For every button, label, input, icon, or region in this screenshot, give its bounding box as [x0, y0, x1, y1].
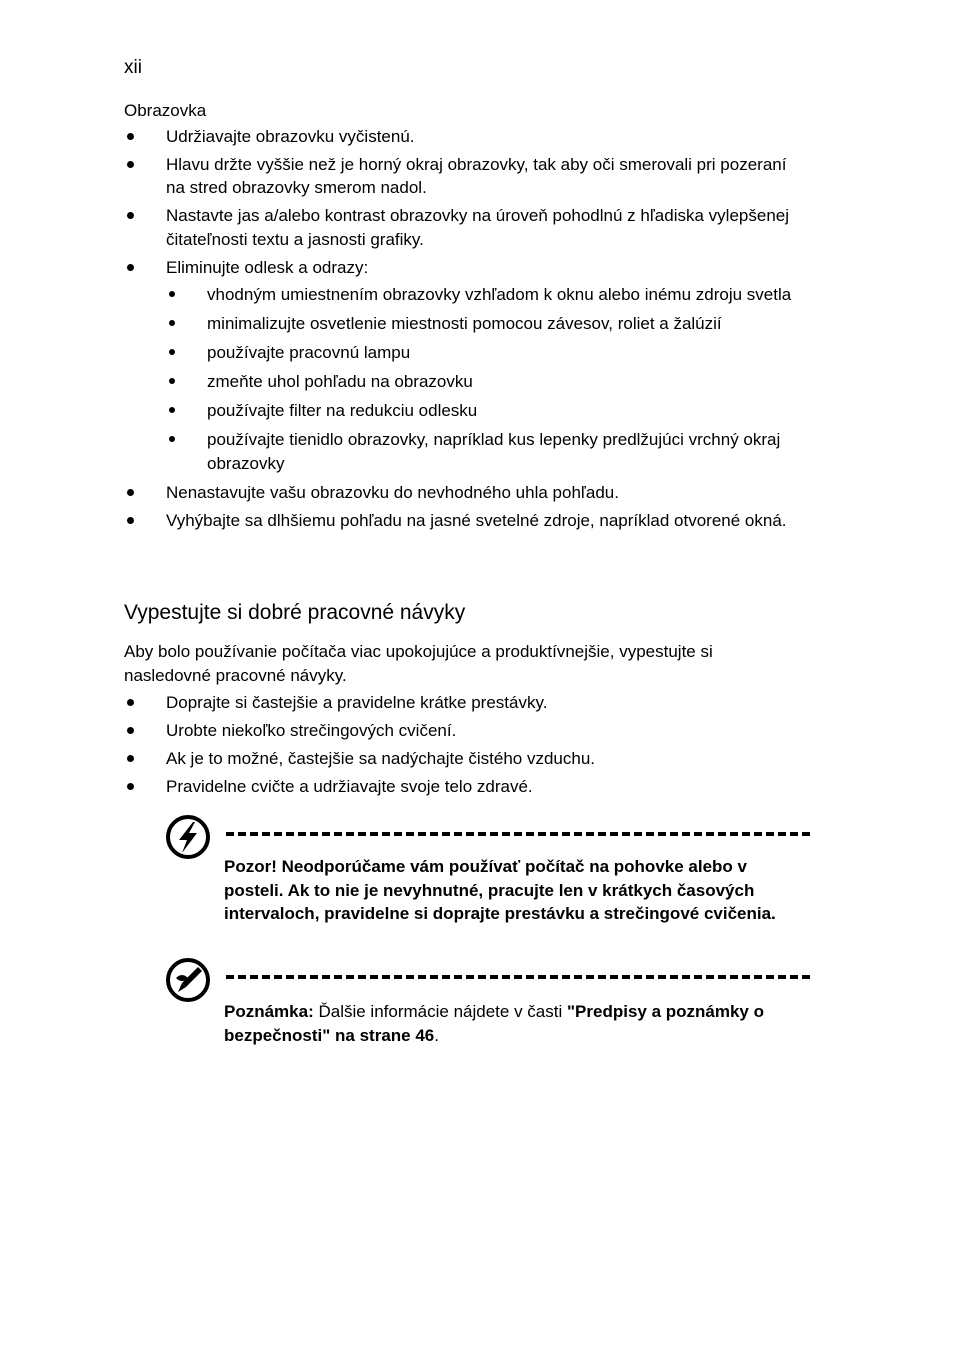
list-item: Udržiavajte obrazovku vyčistenú. — [124, 125, 804, 149]
list-item: Ak je to možné, častejšie sa nadýchajte čistého vzduchu. — [124, 747, 804, 771]
note-divider — [226, 975, 810, 979]
list-item: Urobte niekoľko strečingových cvičení. — [124, 719, 804, 743]
warning-text: Pozor! Neodporúčame vám používať počítač na pohovke alebo v posteli. Ak to nie je nevyhnutné, pracujte len v krátkych časových intervaloch, pravidelne si doprajte prestávku a strečingové cvičenia. — [224, 857, 776, 923]
list-item: Nastavte jas a/alebo kontrast obrazovky na úroveň pohodlnú z hľadiska vylepšenej čitateľnosti textu a jasnosti grafiky. — [124, 204, 804, 251]
screen-section — [124, 99, 804, 537]
warning-bolt-icon — [164, 813, 212, 861]
list-item: Pravidelne cvičte a udržiavajte svoje telo zdravé. — [124, 775, 804, 799]
note-text: Poznámka: Ďalšie informácie nájdete v časti "Predpisy a poznámky o bezpečnosti" na strane 46. — [224, 1002, 764, 1045]
list-item: Doprajte si častejšie a pravidelne krátke prestávky. — [124, 691, 804, 715]
list-item: Vyhýbajte sa dlhšiemu pohľadu na jasné svetelné zdroje, napríklad otvorené okná. — [124, 509, 804, 533]
glare-sublist — [166, 283, 804, 475]
list-item: Eliminujte odlesk a odrazy: vhodným umiestnením obrazovky vzhľadom k oknu alebo inému zdroju svetla minimalizujte osvetlenie miestnosti pomocou závesov, roliet a žalúzií používajte pracovnú lampu zmeňte uhol pohľadu na obrazovku používajte filter na redukciu odlesku používajte tienidlo obrazovky, napríklad kus lepenky predlžujúci vrchný okraj obrazovky — [124, 256, 804, 476]
habits-list — [124, 691, 804, 799]
warning-divider — [226, 832, 810, 836]
list-item: Hlavu držte vyššie než je horný okraj obrazovky, tak aby oči smerovali pri pozeraní na stred obrazovky smerom nadol. — [124, 153, 804, 200]
sub-list-item: minimalizujte osvetlenie miestnosti pomocou závesov, roliet a žalúzií — [166, 312, 804, 336]
note-pen-icon — [164, 956, 212, 1004]
screen-list — [124, 125, 804, 533]
habits-section — [124, 640, 804, 803]
note-label: Poznámka: — [224, 1002, 314, 1021]
sub-list-item: vhodným umiestnením obrazovky vzhľadom k oknu alebo inému zdroju svetla — [166, 283, 804, 307]
habits-intro: Aby bolo používanie počítača viac upokojujúce a produktívnejšie, vypestujte si nasledovné pracovné návyky. — [124, 642, 713, 685]
sub-list-item: zmeňte uhol pohľadu na obrazovku — [166, 370, 804, 394]
sub-list-item: používajte filter na redukciu odlesku — [166, 399, 804, 423]
section-title: Vypestujte si dobré pracovné návyky — [124, 601, 466, 624]
note-reference: "Predpisy a poznámky o bezpečnosti" na strane 46 — [224, 1002, 764, 1045]
screen-heading: Obrazovka — [124, 101, 207, 120]
list-item: Nenastavujte vašu obrazovku do nevhodného uhla pohľadu. — [124, 481, 804, 505]
page-number: xii — [124, 57, 142, 78]
sub-list-item: používajte tienidlo obrazovky, napríklad kus lepenky predlžujúci vrchný okraj obrazovky — [166, 428, 804, 475]
sub-list-item: používajte pracovnú lampu — [166, 341, 804, 365]
